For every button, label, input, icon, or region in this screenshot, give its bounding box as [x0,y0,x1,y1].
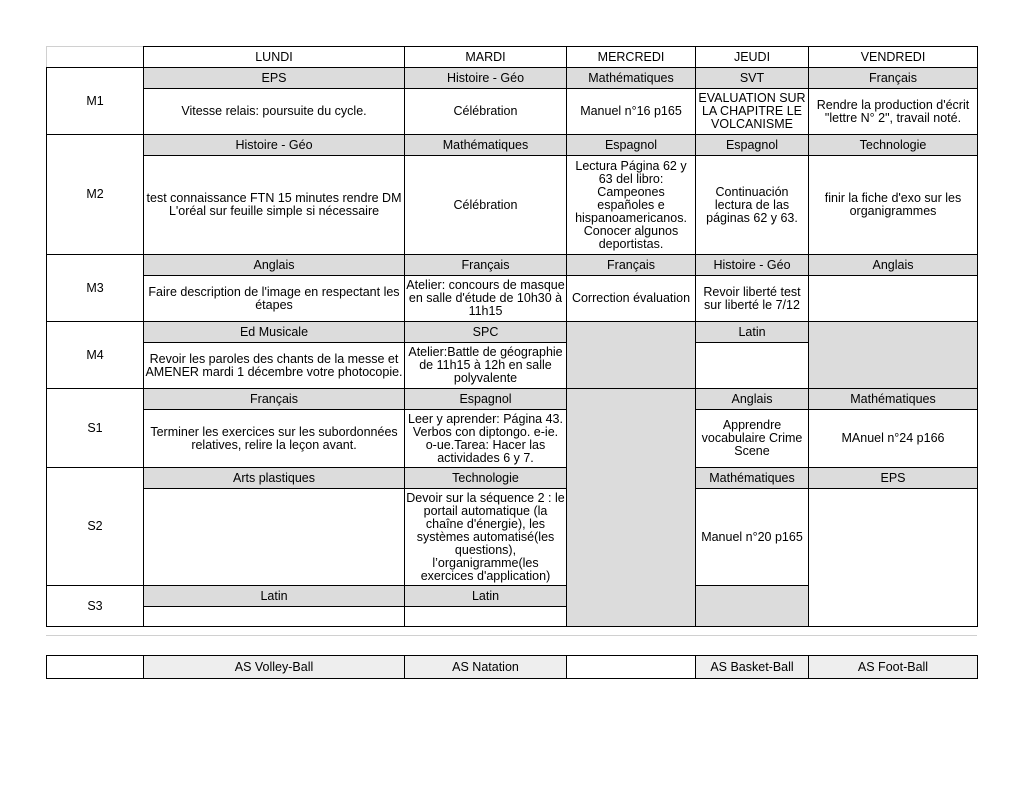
homework-cell: Vitesse relais: poursuite du cycle. [144,89,405,135]
homework-cell: Manuel n°16 p165 [567,89,696,135]
homework-cell [405,607,567,627]
subject-cell: Français [144,389,405,410]
subject-cell: Arts plastiques [144,468,405,489]
subject-cell: EPS [144,68,405,89]
subject-cell: Français [809,68,978,89]
subject-cell: Technologie [809,135,978,156]
corner-cell [47,47,144,68]
subject-cell: Histoire - Géo [144,135,405,156]
subject-cell: Technologie [405,468,567,489]
subject-cell: Latin [405,586,567,607]
subject-cell: Anglais [144,255,405,276]
subject-cell: Mathématiques [809,389,978,410]
homework-cell: Terminer les exercices sur les subordonnées relatives, relire la leçon avant. [144,410,405,468]
subject-row [47,68,978,89]
subject-cell: Espagnol [696,135,809,156]
homework-cell: EVALUATION SUR LA CHAPITRE LE VOLCANISME [696,89,809,135]
day-header: MERCREDI [567,47,696,68]
slot-label: S1 [47,389,144,468]
as-activity: AS Basket-Ball [696,656,809,679]
empty-cell [696,586,809,627]
subject-row [47,322,978,343]
subject-cell: SPC [405,322,567,343]
slot-label: S2 [47,468,144,586]
as-activity: AS Foot-Ball [809,656,978,679]
day-header: LUNDI [144,47,405,68]
subject-row [47,255,978,276]
homework-cell: Continuación lectura de las páginas 62 y 63. [696,156,809,255]
homework-cell [696,343,809,389]
homework-cell: Faire description de l'image en respectant les étapes [144,276,405,322]
homework-cell: Rendre la production d'écrit "lettre N° 2", travail noté. [809,89,978,135]
homework-cell: MAnuel n°24 p166 [809,410,978,468]
homework-row [47,89,978,135]
subject-cell: Mathématiques [696,468,809,489]
homework-cell: Leer y aprender: Página 43. Verbos con diptongo. e-ie. o-ue.Tarea: Hacer las actividades 6 y 7. [405,410,567,468]
day-header-row [47,47,978,68]
homework-cell: Atelier:Battle de géographie de 11h15 à 12h en salle polyvalente [405,343,567,389]
subject-cell: Latin [144,586,405,607]
homework-cell: Revoir les paroles des chants de la messe et AMENER mardi 1 décembre votre photocopie. [144,343,405,389]
homework-cell: Célébration [405,156,567,255]
homework-cell: test connaissance FTN 15 minutes rendre DM L'oréal sur feuille simple si nécessaire [144,156,405,255]
homework-cell [144,489,405,586]
subject-cell: Mathématiques [405,135,567,156]
slot-label: M4 [47,322,144,389]
divider [46,635,977,636]
slot-label: M3 [47,255,144,322]
subject-cell: Français [405,255,567,276]
homework-cell: finir la fiche d'exo sur les organigrammes [809,156,978,255]
slot-label: M2 [47,135,144,255]
subject-row [47,135,978,156]
homework-cell: Lectura Página 62 y 63 del libro: Campeones españoles e hispanoamericanos. Conocer algunos deportistas. [567,156,696,255]
as-activity [567,656,696,679]
subject-cell: Histoire - Géo [696,255,809,276]
homework-cell [809,276,978,322]
subject-cell: Espagnol [405,389,567,410]
homework-cell: Atelier: concours de masque en salle d'étude de 10h30 à 11h15 [405,276,567,322]
subject-cell: Anglais [809,255,978,276]
homework-row [47,156,978,255]
subject-cell: Ed Musicale [144,322,405,343]
subject-cell: Mathématiques [567,68,696,89]
homework-cell: Célébration [405,89,567,135]
homework-row [47,489,978,586]
empty-cell [567,322,696,389]
as-label-cell [47,656,144,679]
timetable [46,46,978,627]
homework-cell: Revoir liberté test sur liberté le 7/12 [696,276,809,322]
subject-cell: Latin [696,322,809,343]
subject-cell: Français [567,255,696,276]
as-activities-table [46,655,978,679]
as-activity: AS Natation [405,656,567,679]
homework-row [47,410,978,468]
day-header: JEUDI [696,47,809,68]
subject-row [47,468,978,489]
homework-cell [144,607,405,627]
subject-cell: EPS [809,468,978,489]
homework-cell: Apprendre vocabulaire Crime Scene [696,410,809,468]
subject-cell: SVT [696,68,809,89]
subject-cell: Espagnol [567,135,696,156]
empty-cell [567,389,696,627]
homework-cell: Devoir sur la séquence 2 : le portail automatique (la chaîne d'énergie), les systèmes automatisé(les questions), l’organigramme(les exercices d'application) [405,489,567,586]
slot-label: S3 [47,586,144,627]
homework-cell: Manuel n°20 p165 [696,489,809,586]
homework-row [47,276,978,322]
subject-cell: Histoire - Géo [405,68,567,89]
day-header: VENDREDI [809,47,978,68]
subject-row [47,389,978,410]
subject-cell: Anglais [696,389,809,410]
slot-label: M1 [47,68,144,135]
empty-cell [809,322,978,389]
homework-cell: Correction évaluation [567,276,696,322]
as-row [47,656,978,679]
day-header: MARDI [405,47,567,68]
as-activity: AS Volley-Ball [144,656,405,679]
homework-cell [809,489,978,627]
